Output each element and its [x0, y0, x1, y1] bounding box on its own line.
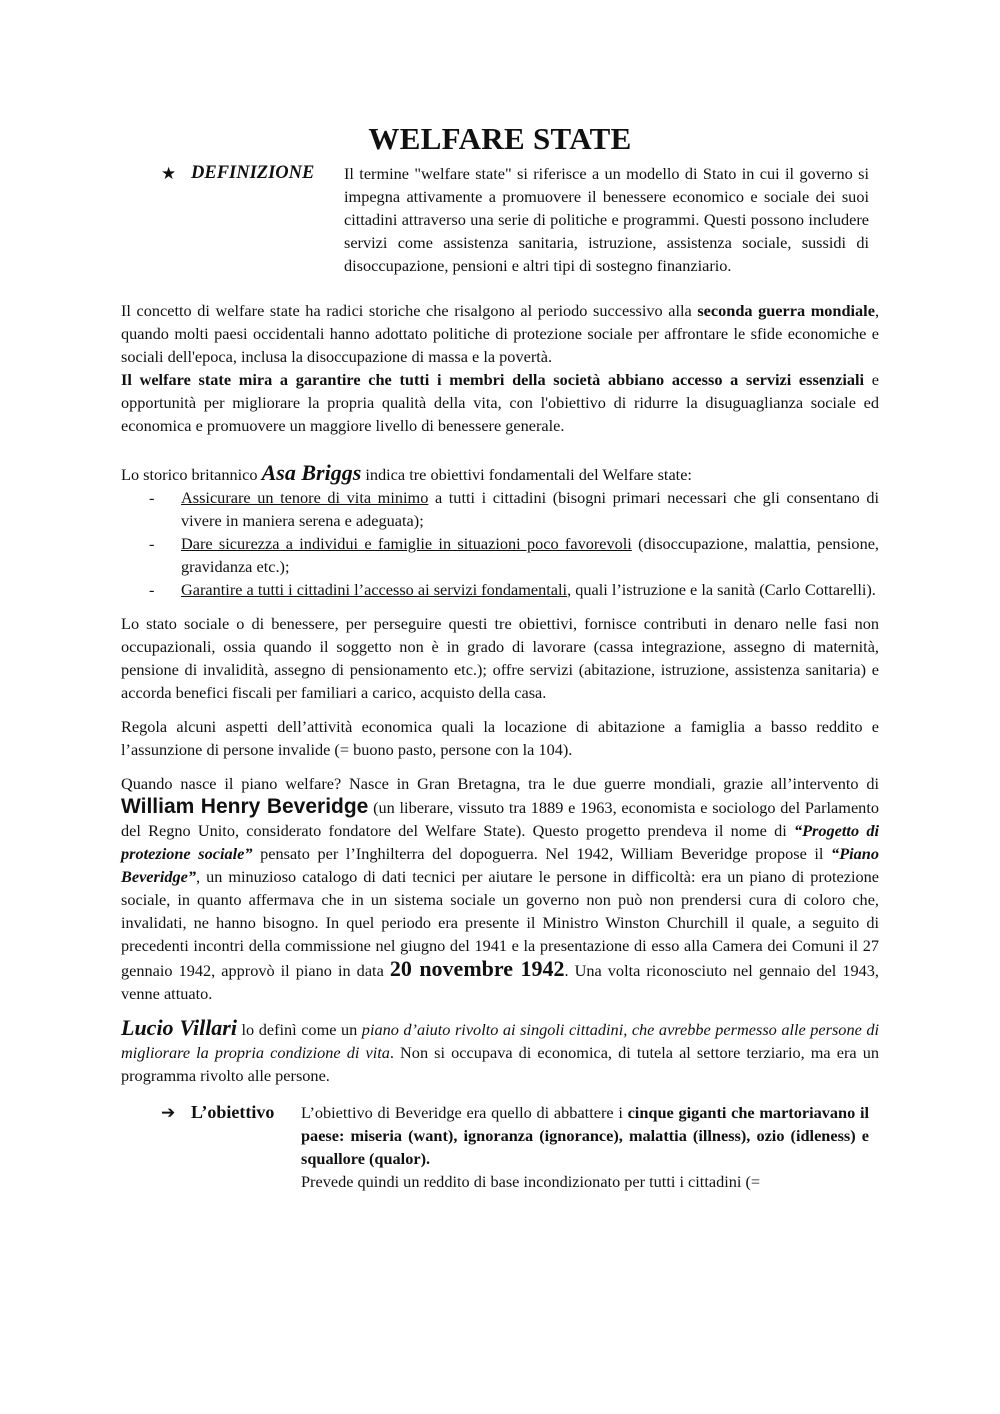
briggs-name: Asa Briggs — [261, 460, 362, 485]
list-dash: - — [149, 488, 155, 507]
goal-rest: , quali l’istruzione e la sanità (Carlo Cottarelli). — [567, 580, 876, 599]
obiettivo-giganti: cinque giganti che martoriavano il paese: miseria (want), ignoranza (ignorance), malattia (illness), ozio (idleness) e squallore (qualor). — [301, 1103, 869, 1168]
beveridge-text-a: Quando nasce il piano welfare? Nasce in Gran Bretagna, tra le due guerre mondiali, grazie all’intervento di — [121, 774, 879, 793]
definition-text: Il termine "welfare state" si riferisce a un modello di Stato in cui il governo si impegna attivamente a promuovere il benessere economico e sociale dei suoi cittadini attraverso una serie di politiche e programmi. Questi possono includere servizi come assistenza sanitaria, istruzione, assistenza sociale, sussidi di disoccupazione, pensioni e altri tipi di sostegno finanziario. — [344, 164, 869, 275]
briggs-post: indica tre obiettivi fondamentali del Welfare state: — [361, 465, 692, 484]
villari-text-b: . Non si occupava di economica, di tutela al settore terziario, ma era un programma rivolto alle persone. — [121, 1043, 879, 1085]
beveridge-paragraph — [121, 772, 879, 1005]
obiettivo-text-b: Prevede quindi un reddito di base incondizionato per tutti i cittadini (= — [301, 1172, 761, 1191]
intro-paragraph-1 — [121, 299, 879, 368]
beveridge-text-e: . Una volta riconosciuto nel gennaio del 1943, venne attuato. — [121, 961, 880, 1003]
list-item — [121, 578, 879, 601]
definition-block — [161, 162, 869, 277]
goal-rest: a tutti i cittadini (bisogni primari necessari che gli consentano di vivere in maniera serena e adeguata); — [181, 488, 879, 530]
page-title: WELFARE STATE — [368, 121, 632, 156]
intro-aim-bold: Il welfare state mira a garantire che tutti i membri della società abbiano accesso a servizi essenziali — [121, 370, 865, 389]
list-item — [121, 486, 879, 532]
briggs-pre: Lo storico britannico — [121, 465, 262, 484]
document-content — [121, 118, 879, 1193]
beveridge-piano: “Piano Beveridge” — [121, 844, 879, 886]
villari-paragraph — [121, 1016, 879, 1087]
intro-aim-text: e opportunità per migliorare la propria qualità della vita, con l'obiettivo di ridurre la disuguaglianza sociale ed economica e promuovere un maggiore livello di benessere generale. — [121, 370, 879, 435]
beveridge-name: William Henry Beveridge — [121, 795, 369, 818]
beveridge-progetto: “Progetto di protezione sociale” — [121, 821, 879, 863]
beveridge-text-b: (un liberare, vissuto tra 1889 e 1963, economista e sociologo del Parlamento del Regno Unito, considerato fondatore del Welfare State). Questo progetto prendeva il nome di — [121, 798, 879, 840]
intro-text-continued: , quando molti paesi occidentali hanno adottato politiche di protezione sociale per affrontare le sfide economiche e sociali dell'epoca, inclusa la disoccupazione di massa e la povertà. — [121, 301, 880, 366]
briggs-intro — [121, 461, 879, 486]
list-item-text — [181, 532, 879, 578]
goal-underlined: Assicurare un tenore di vita minimo — [181, 488, 429, 507]
list-item-text — [181, 578, 879, 601]
obiettivo-text-a: L’obiettivo di Beveridge era quello di abbattere i — [301, 1103, 628, 1122]
intro-paragraph-2 — [121, 368, 879, 437]
list-item — [121, 532, 879, 578]
intro-text: Il concetto di welfare state ha radici storiche che risalgono al periodo successivo alla — [121, 301, 698, 320]
beveridge-date: 20 novembre 1942 — [389, 956, 565, 981]
beveridge-text-d: , un minuzioso catalogo di dati tecnici per aiutare le persone in difficoltà: era un piano di protezione sociale, in quanto affermava che in un sistema sociale un governo non può non prendersi cura di coloro che, invalidati, ne hanno bisogno. In quel periodo era presente il Ministro Winston Churchill il quale, a seguito di precedenti incontri della commissione nel giugno del 1941 e la presentazione di esso alla Camera dei Comuni il 27 gennaio 1942, approvò il piano in data — [121, 867, 879, 980]
stato-sociale-paragraph: Lo stato sociale o di benessere, per perseguire questi tre obiettivi, fornisce contributi in denaro nelle fasi non occupazionali, ossia quando il soggetto non è in grado di lavorare (cassa integrazione, assegno di maternità, pensione di invalidità, assegno di pensionamento etc.); offre servizi (abitazione, istruzione, assistenza sanitaria) e accorda benefici fiscali per familiari a carico, acquisto della casa. — [121, 614, 879, 702]
arrow-right-icon: ➔ — [161, 1103, 176, 1122]
list-dash: - — [149, 580, 155, 599]
villari-name: Lucio Villari — [121, 1015, 237, 1040]
goal-underlined: Dare sicurezza a individui e famiglie in situazioni poco favorevoli — [181, 534, 632, 553]
beveridge-text-c: pensato per l’Inghilterra del dopoguerra. Nel 1942, William Beveridge propose il — [252, 844, 832, 863]
obiettivo-text — [301, 1101, 869, 1193]
definition-label-group — [161, 162, 344, 277]
obiettivo-label-group — [161, 1101, 301, 1193]
list-item-text — [181, 486, 879, 532]
goal-underlined: Garantire a tutti i cittadini l’accesso ai servizi fondamentali — [181, 580, 568, 599]
list-dash: - — [149, 534, 155, 553]
regola-paragraph: Regola alcuni aspetti dell’attività economica quali la locazione di abitazione a famiglia a basso reddito e l’assunzione di persone invalide (= buono pasto, persone con la 104). — [121, 717, 879, 759]
villari-quote: piano d’aiuto rivolto ai singoli cittadini, che avrebbe permesso alle persone di migliorare la propria condizione di vita — [121, 1020, 879, 1062]
obiettivo-block — [161, 1101, 869, 1193]
briggs-goals-list — [121, 486, 879, 601]
villari-text-a: lo definì come un — [236, 1020, 362, 1039]
definition-label: DEFINIZIONE — [191, 163, 315, 183]
intro-bold-text: seconda guerra mondiale — [697, 301, 875, 320]
star-icon: ★ — [161, 164, 177, 183]
goal-rest: (disoccupazione, malattia, pensione, gravidanza etc.); — [181, 534, 880, 576]
obiettivo-label: L’obiettivo — [191, 1102, 275, 1122]
